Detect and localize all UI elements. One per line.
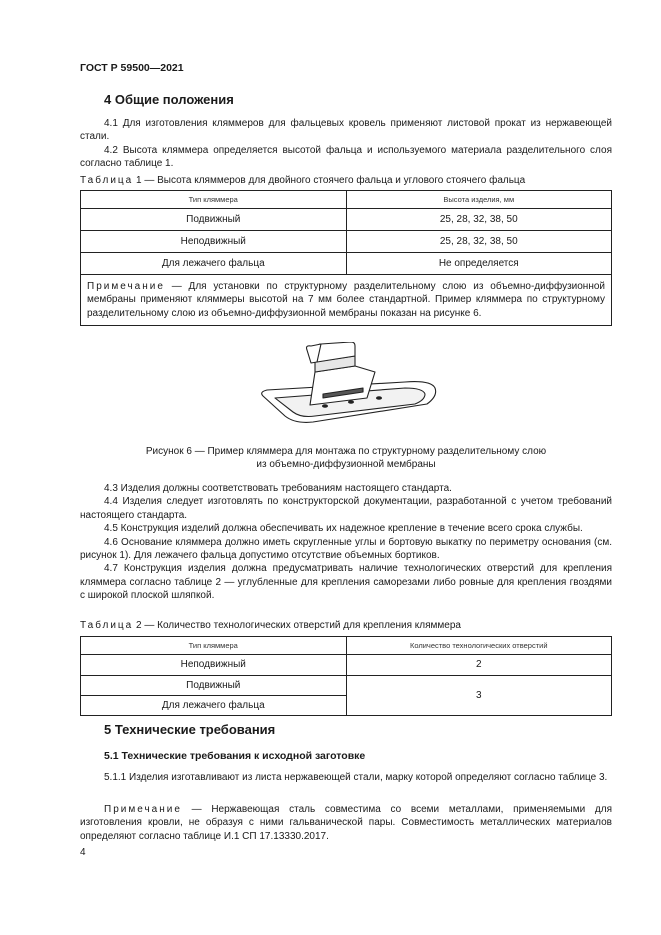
column-header: Высота изделия, мм	[346, 191, 612, 209]
table-1-note: Примечание — Для установки по структурному разделительному слою из объемно-диффузионной мембраны применяют кляммеры высотой на 7 мм более стандартной. Пример кляммера по структурному разделительному слою из объемно-диффузионной мембраны показан на рисунке 6.	[81, 275, 612, 326]
clamp-illustration	[255, 342, 440, 434]
table-cell: Неподвижный	[81, 655, 347, 676]
section-5-body	[80, 771, 612, 784]
section-5-note: Примечание — Нержавеющая сталь совместима со всеми металлами, применяемыми для изготовления кровли, не образуя с ними гальванической пары. Совместимость металлических материалов определяют согласно таблице И.1 СП 17.13330.2017.	[80, 804, 612, 842]
document-header: ГОСТ Р 59500—2021	[80, 62, 184, 74]
table-cell: Подвижный	[81, 676, 347, 696]
figure-caption-line: Рисунок 6 — Пример кляммера для монтажа по структурному разделительному слою	[145, 446, 547, 457]
table-row	[81, 231, 612, 253]
paragraph-4-2: 4.2 Высота кляммера определяется высотой фальца и используемого материала разделительного слоя согласно таблице 1.	[80, 144, 612, 170]
figure-6-caption	[80, 445, 612, 472]
paragraph-4-1: 4.1 Для изготовления кляммеров для фальцевых кровель применяют листовой прокат из нержавеющей стали.	[80, 118, 612, 143]
table-cell: Не определяется	[346, 253, 612, 275]
table-row	[81, 253, 612, 275]
column-header: Тип кляммера	[81, 191, 347, 209]
table-1-caption: Таблица 1 — Высота кляммеров для двойного стоячего фальца и углового стоячего фальца	[80, 175, 526, 186]
section-4-title: 4 Общие положения	[104, 92, 234, 107]
table-header-row	[81, 637, 612, 655]
table-row	[81, 655, 612, 676]
figure-6-clamp-drawing	[255, 342, 440, 438]
table-1	[80, 190, 612, 326]
table-cell: Неподвижный	[81, 231, 347, 253]
table-cell: 2	[346, 655, 612, 676]
paragraph-4-4: 4.4 Изделия следует изготовлять по конструкторской документации, разработанной с учетом требований настоящего стандарта.	[80, 496, 612, 521]
table-cell: Для лежачего фальца	[81, 253, 347, 275]
paragraph-4-3: 4.3 Изделия должны соответствовать требованиям настоящего стандарта.	[104, 483, 452, 494]
section-5-title: 5 Технические требования	[104, 722, 276, 737]
paragraph-4-7: 4.7 Конструкция изделия должна предусматривать наличие технологических отверстий для крепления кляммера согласно таблице 2 — углубленные для крепления саморезами либо ровные для крепления гвоздями с широкой плоской шляпкой.	[80, 563, 612, 602]
column-header: Количество технологических отверстий	[346, 637, 612, 655]
table-row	[81, 209, 612, 231]
paragraph-4-5: 4.5 Конструкция изделий должна обеспечивать их надежное крепление в течение всего срока службы.	[104, 523, 583, 535]
figure-caption-line: из объемно-диффузионной мембраны	[256, 459, 436, 471]
table-row	[81, 676, 612, 696]
page-number: 4	[80, 847, 86, 858]
table-cell: 25, 28, 32, 38, 50	[346, 209, 612, 231]
paragraph-4-6: 4.6 Основание кляммера должно иметь скругленные углы и бортовую выкатку по периметру основания (см. рисунок 1). Для лежачего фальца допустимо отсутствие объемных бортиков.	[80, 536, 612, 562]
table-2	[80, 636, 612, 716]
section-4-intro	[80, 117, 612, 171]
table-cell: 25, 28, 32, 38, 50	[346, 231, 612, 253]
column-header: Тип кляммера	[81, 637, 347, 655]
subsection-5-1-title: 5.1 Технические требования к исходной заготовке	[104, 750, 366, 762]
table-cell: 3	[346, 676, 612, 716]
table-note-row	[81, 275, 612, 326]
section-4-requirements	[80, 482, 612, 603]
table-cell: Для лежачего фальца	[81, 696, 347, 716]
table-2-caption: Таблица 2 — Количество технологических отверстий для крепления кляммера	[80, 620, 461, 631]
table-header-row	[81, 191, 612, 209]
table-cell: Подвижный	[81, 209, 347, 231]
paragraph-5-1-1: 5.1.1 Изделия изготавливают из листа нержавеющей стали, марку которой определяют согласно таблице 3.	[104, 772, 608, 783]
